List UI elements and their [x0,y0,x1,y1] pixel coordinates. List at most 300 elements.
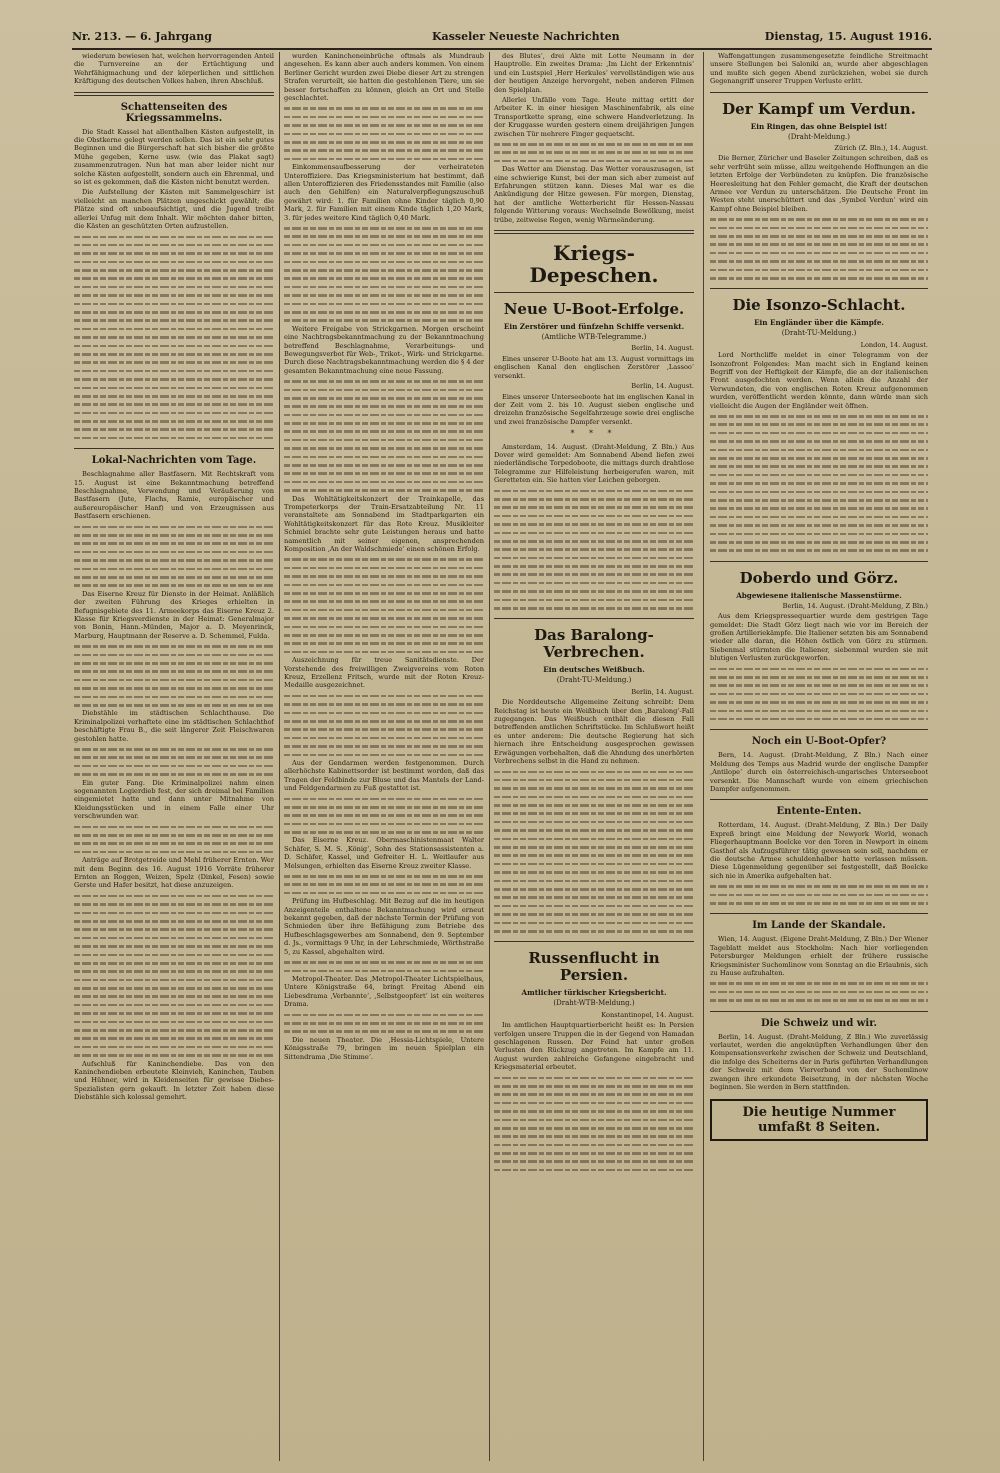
illegible-text-line [284,453,484,461]
illegible-text-line [284,266,484,274]
illegible-text-line [710,681,928,689]
illegible-text-line [74,1001,274,1009]
illegible-text-line [494,1141,694,1149]
illegible-text-line [74,300,274,308]
illegible-text-line [74,839,274,847]
illegible-text-line [494,776,694,784]
article-subheadline: Ein Zerstörer und fünfzehn Schiffe versenkt. [503,322,685,332]
article-paragraph: Ein guter Fang. Die Kriminalpolizei nahm einen sogenannten Logierdieb fest, der sich dreimal bei Familien eingemietet hatte und dann unter Mitnahme von Kleidungsstücken und in einem Falle einer Uhr verschwunden war. [74,778,274,821]
illegible-text-line [74,565,274,573]
divider [74,92,274,96]
illegible-text-line [74,316,274,324]
illegible-text-line [284,308,484,316]
column-rule [703,52,704,1461]
article-paragraph: Weitere Freigabe von Strickgarnen. Morgen erscheint eine Nachtragsbekanntmachung zu der Bekanntmachung betreffend Beschlagnahme, Verarbeitungs- und Bewegungsverbot für Web-, Trikot-, Wirk- und Strickgarne. Durch diese Nachtragsbekanntmachung werden die § 4 der gesamten Bekanntmachung eine neue Fassung. [284,324,484,375]
section-heading: Lokal-Nachrichten vom Tage. [91,455,257,467]
illegible-text-line [284,880,484,888]
article-headline: Russenflucht in Persien. [528,949,660,985]
column-2 [284,52,484,1461]
article-headline: Der Kampf um Verdun. [722,99,916,118]
illegible-text-line [494,818,694,826]
illegible-text-line [74,350,274,358]
illegible-text-line [74,892,274,900]
illegible-text-line [284,1019,484,1027]
illegible-text-line [74,848,274,856]
illegible-text-line [494,512,694,520]
section-heading: Kriegs-Depeschen. [529,241,659,288]
article-paragraph: Prüfung im Hufbeschlag. Mit Bezug auf die im heutigen Anzeigenteile enthaltene Bekanntmachung wird erneut bekannt gegeben, daß der nächste Termin der Prüfung von Schmieden über ihre Befähigung zum Betriebe des Hufbeschlagsgewerbes am Sonnabend, den 9. September d. Js., vormittags 9 Uhr, in der Lehrschmiede, Wörthstraße 5, zu Kassel, abgehalten wird. [284,897,484,956]
illegible-text-line [494,1157,694,1165]
illegible-text-line [284,241,484,249]
divider [710,799,928,800]
illegible-text-line [494,545,694,553]
illegible-text-line [710,471,928,479]
illegible-text-line [284,709,484,717]
illegible-text-line [710,899,928,907]
illegible-text-line [284,394,484,402]
dateline: London, 14. August. [860,340,928,349]
illegible-text-line [710,521,928,529]
illegible-text-line [74,258,274,266]
illegible-text-line [284,274,484,282]
illegible-text-line [74,392,274,400]
illegible-text-line [710,988,928,996]
illegible-text-line [494,843,694,851]
column-rule [279,52,280,1461]
illegible-text-line [284,572,484,580]
illegible-text-line [284,742,484,750]
illegible-text-line [74,701,274,709]
illegible-text-line [494,604,694,612]
illegible-text-line [284,402,484,410]
illegible-text-line [74,581,274,589]
illegible-text-line [284,717,484,725]
dateline: Berlin, 14. August. (Draht-Meldung, Z Bln.) [782,601,928,610]
article-paragraph: Waffengattungen zusammengesetzte feindliche Streitmacht unsere Stellungen bei Saloniki an, wurde aber abgeschlagen und mußte sich gegen Abend zurückziehen, wobei sie durch Gegenangriff unserer Truppen Verluste erlitt. [710,52,928,86]
illegible-text-line [494,851,694,859]
illegible-text-line [284,444,484,452]
illegible-text-line [710,446,928,454]
illegible-text-line [74,325,274,333]
article-source: (Draht-TU-Meldung.) [556,676,632,685]
article-subheadline: Ein Ringen, das ohne Beispiel ist! [750,121,888,131]
illegible-text-line [284,249,484,257]
divider [494,941,694,942]
column-rule [489,52,490,1461]
illegible-text-line [710,715,928,723]
illegible-text-line [494,910,694,918]
illegible-text-line [74,925,274,933]
illegible-text-line [494,868,694,876]
illegible-text-line [284,155,484,163]
illegible-text-line [74,959,274,967]
illegible-text-line [74,693,274,701]
illegible-text-line [494,826,694,834]
illegible-text-line [710,412,928,420]
article-headline: Die Isonzo-Schlacht. [732,296,906,315]
article-paragraph: wiederum bewiesen hat, welchen hervorragenden Anteil die Turnvereine an der Ertüchtigung und Wehrfähigmachung und der körperlichen und sittlichen Kräftigung des deutschen Volkes haben, ihren Abschluß. [74,52,274,86]
illegible-text-line [284,121,484,129]
illegible-text-line [494,1166,694,1174]
article-paragraph: Berlin, 14. August. (Draht-Meldung, Z Bln.) Wie zuverlässig verlautet, werden die angeknüpften Verhandlungen über den Kompensationsverkehr zwischen der Schweiz und Deutschland, die infolge des Scheiterns der in Paris geführten Verhandlungen der Schweiz mit dem Vierverband von der Suchomlinow zwangen ihre erkundete Beisetzung, in der nächsten Woche beginnen. Sie werden in Bern stattfinden. [710,1032,928,1091]
illegible-text-line [494,157,694,165]
illegible-text-line [74,283,274,291]
illegible-text-line [74,1043,274,1051]
section-heading: Schattenseiten des Kriegssammelns. [120,101,228,124]
illegible-text-line [710,240,928,248]
illegible-text-line [284,811,484,819]
illegible-text-line [74,900,274,908]
illegible-text-line [74,942,274,950]
article-paragraph: Allerlei Unfälle vom Tage. Heute mittag ertitt der Arbeiter K. in einer hiesigen Maschinenfabrik, als eine Transportkette sprang, eine schwere Handverletzung. In der Kruggasse wurden gestern einem dreijährigen Jungen zwischen Tür mehrere Finger gequetscht. [494,96,694,138]
dateline: Konstantinopel, 14. August. [601,1010,694,1019]
illegible-text-line [284,486,484,494]
divider [494,292,694,293]
article-headline: Die Schweiz und wir. [760,1017,878,1029]
illegible-text-line [74,274,274,282]
illegible-text-line [710,479,928,487]
article-source: (Draht-WTB-Meldung.) [553,999,635,1008]
illegible-text-line [284,316,484,324]
article-paragraph: Das Eiserne Kreuz. Obermaschinistenmaat Walter Schäfer, S. M. S. ‚König‘, Sohn des Stationsassistenten a. D. Schäfer, Kassel, und Gefreiter H. L. Weitlaufer aus Melsungen, erhielten das Eiserne Kreuz zweiter Klasse. [284,836,484,870]
illegible-text-line [74,291,274,299]
issue-number: Nr. 213. — 6. Jahrgang [72,30,212,43]
article-paragraph: Rotterdam, 14. August. (Draht-Meldung, Z Bln.) Der Daily Expreß bringt eine Meldung der Newyork World, wonach Fliegerhauptmann Boelcke vor den Toren in Newport in einem Gasthof als Aufzugsführer tätig gewesen sein soll, nachdem er die deutsche Armee schuldenhalber hatte verlassen müssen. Diese Lügenmeldung gegenüber sei festgestellt, daß Boelcke sich nie in Amerika aufgehalten hat. [710,821,928,880]
illegible-text-line [284,700,484,708]
illegible-text-line [284,564,484,572]
illegible-text-line [74,539,274,547]
illegible-text-line [494,596,694,604]
illegible-text-line [74,548,274,556]
article-paragraph: Bern, 14. August. (Draht-Meldung, Z Bln.) Nach einer Meldung des Temps aus Madrid wurde der englische Dampfer ‚Antilope‘ durch ein österreichisch-ungarisches Unterseeboot versenkt. Die Mannschaft wurde von einem griechischen Dampfer aufgenommen. [710,751,928,793]
illegible-text-line [494,562,694,570]
illegible-text-line [74,823,274,831]
divider [74,448,274,449]
illegible-text-line [710,698,928,706]
illegible-text-line [74,333,274,341]
article-paragraph: Im amtlichen Hauptquartierbericht heißt es: In Persien verfolgen unsere Truppen die in der Gegend von Hamadan geschlagenen Russen. Der Feind hat unter großen Verlusten den Rückzug angetreten. Im Kampfe am 11. August wurden zahlreiche Gefangene eingebracht und Kriegsmaterial erbeutet. [494,1021,694,1072]
illegible-text-line [494,809,694,817]
illegible-text-line [710,437,928,445]
article-paragraph: Auszeichnung für treue Sanitätsdienste. Der Vorstehende des freiwilligen Zweigvereins vom Roten Kreuz, Erzellenz Fritsch, wurde mit der Roten Kreuz-Medaille ausgezeichnet. [284,656,484,690]
divider [710,913,928,914]
illegible-text-line [284,828,484,836]
illegible-text-line [284,597,484,605]
article-paragraph: Aufschluß für Kaninchendiebe. Das von den Kaninchendieben erbeutete Kleinvieh, Kaninchen, Tauben und Hühner, wird in Kleidenseiten für gewisse Diebes-Spezialisten gern gekauft. In letzter Zeit haben diese Diebstähle sich kolossal gemehrt. [74,1059,274,1102]
illegible-text-line [284,300,484,308]
illegible-text-line [710,673,928,681]
illegible-text-line [284,872,484,880]
illegible-text-line [710,996,928,1004]
dateline: Zürich (Z. Bln.), 14. August. [834,144,928,153]
column-3 [494,52,694,1461]
illegible-text-line [284,734,484,742]
article-paragraph: Anträge auf Brotgetreide und Mehl früherer Ernten. Wer mit dem Beginn des 16. August 1916 Vorräte früherer Ernten an Roggen, Weizen, Spelz (Dinkel, Fesen) sowie Gerste und Hafer besitzt, hat diese anzuzeigen. [74,856,274,890]
article-paragraph: Einkommensaufbesserung der verheirateten Unteroffiziere. Das Kriegsministerium hat bestimmt, daß allen Unteroffizieren des Friedensstandes mit Familie (also auch den Gehilfen) ein Naturalverpflegungszuschuß gewährt wird: 1. für Familien ohne Kinder täglich 0,90 Mark, 2. für Familien mit einem Kinde täglich 1,20 Mark, 3. für jedes weitere Kind täglich 0,40 Mark. [284,163,484,222]
illegible-text-line [710,249,928,257]
article-paragraph: Diebstähle im städtischen Schlachthause. Die Kriminalpolizei verhaftete eine im städtischen Schlachthof beschäftigte Frau B., die seit längerer Zeit Fleischwaren gestohlen hatte. [74,709,274,743]
illegible-text-line [74,1026,274,1034]
illegible-text-line [284,589,484,597]
illegible-text-line [74,1034,274,1042]
divider [710,92,928,93]
article-paragraph: Aus dem Kriegspressequartier wurde dem gestrigen Tage gemeldet: Die Stadt Görz liegt nach wie vor im Bereich der großen Artilleriekämpfe. Die Italiener setzten bis am Sonnabend wieder alle daran, die Höhen östlich von Görz zu stürmen. Siebenmal stürmten die Italiener, siebenmal wurden sie mit blutigen Verlusten zurückgeworfen. [710,612,928,663]
illegible-text-line [710,891,928,899]
illegible-text-line [74,1018,274,1026]
illegible-text-line [284,377,484,385]
illegible-text-line [74,753,274,761]
page-header [72,26,932,50]
illegible-text-line [74,531,274,539]
illegible-text-line [494,1082,694,1090]
illegible-text-line [710,665,928,673]
illegible-text-line [74,358,274,366]
illegible-text-line [284,614,484,622]
illegible-text-line [284,224,484,232]
illegible-text-line [494,587,694,595]
illegible-text-line [284,427,484,435]
illegible-text-line [494,487,694,495]
illegible-text-line [284,283,484,291]
illegible-text-line [284,104,484,112]
illegible-text-line [494,529,694,537]
illegible-text-line [494,893,694,901]
illegible-text-line [284,606,484,614]
illegible-text-line [494,140,694,148]
article-paragraph: Das Wetter am Dienstag. Das Wetter vorauszusagen, ist eine schwierige Kunst, bei der man sich aber zumeist auf Erfahrungen stützen kann. Dieses Mal war es die Ankündigung der Hitze gewesen. Für morgen, Dienstag, hat der amtliche Wetterbericht für Hessen-Nassau folgende Witterung voraus: Wechselnde Bewölkung, meist trübe, zeitweise Regen, wenig Wärmeänderung. [494,165,694,224]
illegible-text-line [74,651,274,659]
illegible-text-line [284,436,484,444]
illegible-text-line [74,967,274,975]
illegible-text-line [494,520,694,528]
illegible-text-line [710,530,928,538]
article-subheadline: Ein deutsches Weißbuch. [543,665,645,675]
illegible-text-line [74,745,274,753]
article-subheadline: Ein Engländer über die Kämpfe. [754,318,884,328]
illegible-text-line [710,215,928,223]
illegible-text-line [710,462,928,470]
article-paragraph: Aus der Gendarmen werden festgenommen. Durch allerhöchste Kabinettsorder ist bestimmt worden, daß das Tragen der Feldbinde zur Bluse und das Mantels der Land- und Feldgendarmen zu Fuß gestattet ist. [284,758,484,793]
illegible-text-line [284,820,484,828]
article-source: (Amtliche WTB-Telegramme.) [541,333,647,342]
article-paragraph: wurden Kanincheneinbrüche oftmals als Mundraub angesehen. Es kann aber auch anders kommen. Von einem Berliner Gericht wurden zwei Diebe dieser Art zu strengen Strafen verurteilt, sie hatten die gestohlenen Tiere, um sie besser fortschaffen zu können, gleich an Ort und Stelle geschlachtet. [284,52,484,103]
divider [710,288,928,289]
illegible-text-line [74,400,274,408]
illegible-text-line [710,224,928,232]
illegible-text-line [74,384,274,392]
article-paragraph: Amsterdam, 14. August. (Draht-Meldung, Z Bln.) Aus Dover wird gemeldet: Am Sonnabend Abend liefen zwei niederländische Torpedoboote, die mittags durch drahtlose Telegramme zur Hilfeleistung herbeigerufen waren, mit Geretteten ein. Sie hatten vier Leichen geborgen. [494,442,694,485]
illegible-text-line [284,411,484,419]
illegible-text-line [494,579,694,587]
article-paragraph: Die Aufstellung der Kästen mit Sammelgeschirr ist vielleicht an manchen Plätzen ungeschickt gewählt; die Plätze sind oft unbeaufsichtigt, und die Jugend treibt allerlei Unfug mit dem Inhalt. Wir möchten daher bitten, die Kästen an geschützten Orten aufzustellen. [74,188,274,231]
illegible-text-line [710,496,928,504]
illegible-text-line [74,917,274,925]
illegible-text-line [710,882,928,890]
illegible-text-line [74,831,274,839]
divider [710,1011,928,1012]
illegible-text-line [284,967,484,975]
illegible-text-line [710,690,928,698]
illegible-text-line [494,1124,694,1132]
divider [494,230,694,234]
illegible-text-line [284,419,484,427]
separator-stars: * * * [570,429,618,439]
illegible-text-line [74,951,274,959]
illegible-text-line [74,659,274,667]
illegible-text-line [284,113,484,121]
illegible-text-line [284,232,484,240]
dateline: Berlin, 14. August. [631,344,694,353]
illegible-text-line [710,538,928,546]
illegible-text-line [710,979,928,987]
illegible-text-line [284,555,484,563]
dateline: Berlin, 14. August. [631,687,694,696]
article-paragraph: Wien, 14. August. (Eigene Draht-Meldung, Z Bln.) Der Wiener Tageblatt meldet aus Stockholm: Nach hier vorliegenden Petersburger Meldungen erhielt der frühere russische Kriegsminister Suchomlinow vom Sonntag an die Erlaubnis, sich zu Hause aufzuhalten. [710,935,928,977]
illegible-text-line [284,648,484,656]
illegible-text-line [74,762,274,770]
article-paragraph: Eines unserer U-Boote hat am 13. August vormittags im englischen Kanal den englischen Zerstörer ‚Lassoo‘ versenkt. [494,354,694,380]
article-paragraph: Die Norddeutsche Allgemeine Zeitung schreibt: Dem Reichstag ist heute ein Weißbuch über den ‚Baralong‘-Fall zugegangen. Das Weißbuch enthält die diesen Fall betreffenden amtlichen Schriftstücke. Im Schlußwort heißt es unter anderem: Die deutsche Regierung hat sich hiernach ihre Entscheidung ausgesprochen gewissen Erwägungen vorbehalten, daß die Ahndung des unerhörten Verbrechens selbst in die Hand zu nehmen. [494,698,694,766]
illegible-text-line [494,768,694,776]
illegible-text-line [74,523,274,531]
divider [710,561,928,562]
illegible-text-line [710,429,928,437]
newspaper-name: Kasseler Neueste Nachrichten [432,30,620,43]
illegible-text-line [494,554,694,562]
illegible-text-line [74,249,274,257]
illegible-text-line [284,889,484,897]
illegible-text-line [494,860,694,868]
illegible-text-line [494,1116,694,1124]
article-paragraph: Das Wohltätigkeitskonzert der Trainkapelle, das Trompeterkorps der Train-Ersatzabteilung Nr. 11 veranstaltete am Sonnabend im Stadtparkgarten ein Wohltätigkeitskonzert für das Rote Kreuz. Musikleiter Schmiel brachte sehr gute Leistungen heraus und hatte namentlich mit seiner eigenen, ansprechenden Komposition ‚An der Waldschmiede‘ einen schönen Erfolg. [284,494,484,554]
column-4 [710,52,928,1461]
article-paragraph: Die Berner, Züricher und Baseler Zeitungen schreiben, daß es sehr verfrüht sein müsse, allzu weitgehende Hoffnungen an die letzten Erfolge der Verbündeten zu knüpfen. Die französische Heeresleitung hat den Fehler gemacht, die Kraft der deutschen Armee vor Verdun zu unterschätzen. Die Deutsche Front im Westen steht unerschüttert und das ‚Symbol Verdun‘ wird ein Kampf ohne Beispiel bleiben. [710,154,928,213]
article-paragraph: Die Stadt Kassel hat allenthalben Kästen aufgestellt, in die Obstkerne gelegt werden sollen. Das ist ein sehr gutes Beginnen und die Bürgerschaft hat sich bisher die größte Mühe gegeben, Kerne usw. (wie das Plakat sagt) zusammenzutragen. Nun hat man aber leider nicht nur solche Kästen aufgestellt, sondern auch ein Ehrenmal, und so ist es gekommen, daß die Kästen nicht benutzt werden. [74,127,274,187]
illegible-text-line [74,375,274,383]
illegible-text-line [284,751,484,759]
illegible-text-line [74,367,274,375]
illegible-text-line [284,146,484,154]
illegible-text-line [74,233,274,241]
illegible-text-line [74,241,274,249]
illegible-text-line [74,425,274,433]
illegible-text-line [74,308,274,316]
article-headline: Das Baralong-Verbrechen. [534,626,654,662]
illegible-text-line [494,503,694,511]
illegible-text-line [284,478,484,486]
article-source: (Draht-TU-Meldung.) [781,329,857,338]
illegible-text-line [74,984,274,992]
article-source: (Draht-Meldung.) [787,132,851,141]
article-paragraph: Lord Northcliffe meldet in einer Telegramm von der Isonzofront Folgendes: Man macht sich in England keinen Begriff von der Heftigkeit der Kämpfe, die an der italienischen Front ausgefochten werden. Wenn allein die Anzahl der Verwundeten, die von englischen Roten Kreuz aufgenommen wurden, veröffentlicht werden könnte, dann würde man sich vielleicht die Augen der Engländer weit öffnen. [710,351,928,410]
article-headline: Neue U-Boot-Erfolge. [503,300,685,319]
illegible-text-line [74,992,274,1000]
illegible-text-line [494,1107,694,1115]
illegible-text-line [284,291,484,299]
illegible-text-line [494,570,694,578]
illegible-text-line [74,667,274,675]
illegible-text-line [74,676,274,684]
dateline: Berlin, 14. August. [631,382,694,391]
illegible-text-line [74,342,274,350]
illegible-text-line [284,725,484,733]
illegible-text-line [494,919,694,927]
illegible-text-line [494,835,694,843]
illegible-text-line [74,770,274,778]
illegible-text-line [710,504,928,512]
article-subheadline: Abgewiesene italienische Massenstürme. [736,590,902,600]
illegible-text-line [494,877,694,885]
illegible-text-line [710,707,928,715]
illegible-text-line [710,266,928,274]
divider [710,729,928,730]
illegible-text-line [494,1099,694,1107]
illegible-text-line [74,266,274,274]
illegible-text-line [494,495,694,503]
article-paragraph: Das Eiserne Kreuz für Dienste in der Heimat. Anläßlich der zweiten Führung des Krieges erhielten in Befugnisgebiete des 11. Armeekorps das Eiserne Kreuz 2. Klasse für Kriegsverdienste in der Heimat: Generalmajor von Bonin, Hann.-Münden, Major a. D. Meyenrinck, Marburg, Hauptmann der Reserve a. D. Schemmel, Fulda. [74,589,274,640]
illegible-text-line [74,434,274,442]
illegible-text-line [494,1090,694,1098]
illegible-text-line [494,1132,694,1140]
column-1 [74,52,274,1461]
illegible-text-line [284,795,484,803]
article-paragraph: Beschlagnahme aller Bastfasern. Mit Rechtskraft vom 15. August ist eine Bekanntmachung betreffend Beschlagnahme, Verwendung und Veräußerung von Bastfasern (Jute, Flachs, Ramie, europäischer und außereuropäischer Hanf) und von Erzeugnissen aus Bastfasern erschienen. [74,470,274,521]
article-paragraph: Die neuen Theater. Die ‚Hessia-Lichtspiele, Untere Königsstraße 79, bringen im neuen Spielplan ein Sittendrama ‚Die Stimme‘. [284,1035,484,1061]
illegible-text-line [284,1011,484,1019]
article-paragraph: des Blutes‘, drei Akte mit Lotte Neumann in der Hauptrolle. Ein zweites Drama: ‚Im Licht der Erkenntnis‘ und ein Lustspiel ‚Herr Herkules‘ vervollständigen wie aus der heutigen Anzeige hervorgeht, neben anderen Filmen den Spielplan. [494,52,694,94]
divider [494,618,694,619]
illegible-text-line [74,417,274,425]
illegible-text-line [494,784,694,792]
illegible-text-line [284,581,484,589]
page-count-notice: Die heutige Nummer umfaßt 8 Seiten. [710,1099,928,1141]
article-paragraph: Eines unserer Unterseeboote hat im englischen Kanal in der Zeit vom 2. bis 10. August sieben englische und dreizehn französische Segelfahrzeuge sowie drei englische und zwei französische Dampfer versenkt. [494,392,694,426]
illegible-text-line [284,138,484,146]
illegible-text-line [494,148,694,156]
article-subheadline: Amtlicher türkischer Kriegsbericht. [521,988,667,998]
illegible-text-line [284,631,484,639]
illegible-text-line [494,537,694,545]
article-headline: Noch ein U-Boot-Opfer? [751,736,887,748]
illegible-text-line [494,927,694,935]
article-headline: Im Lande der Skandale. [752,920,886,932]
illegible-text-line [710,420,928,428]
illegible-text-line [710,274,928,282]
illegible-text-line [710,232,928,240]
illegible-text-line [284,803,484,811]
illegible-text-line [74,556,274,564]
illegible-text-line [74,976,274,984]
illegible-text-line [74,1009,274,1017]
illegible-text-line [284,692,484,700]
illegible-text-line [710,257,928,265]
illegible-text-line [284,461,484,469]
illegible-text-line [710,454,928,462]
illegible-text-line [284,639,484,647]
illegible-text-line [494,793,694,801]
illegible-text-line [74,1051,274,1059]
illegible-text-line [284,258,484,266]
illegible-text-line [284,130,484,138]
illegible-text-line [74,909,274,917]
illegible-text-line [494,885,694,893]
illegible-text-line [74,409,274,417]
illegible-text-line [284,469,484,477]
article-headline: Doberdo und Görz. [739,568,899,587]
issue-date: Dienstag, 15. August 1916. [764,30,932,43]
illegible-text-line [74,684,274,692]
illegible-text-line [284,958,484,966]
